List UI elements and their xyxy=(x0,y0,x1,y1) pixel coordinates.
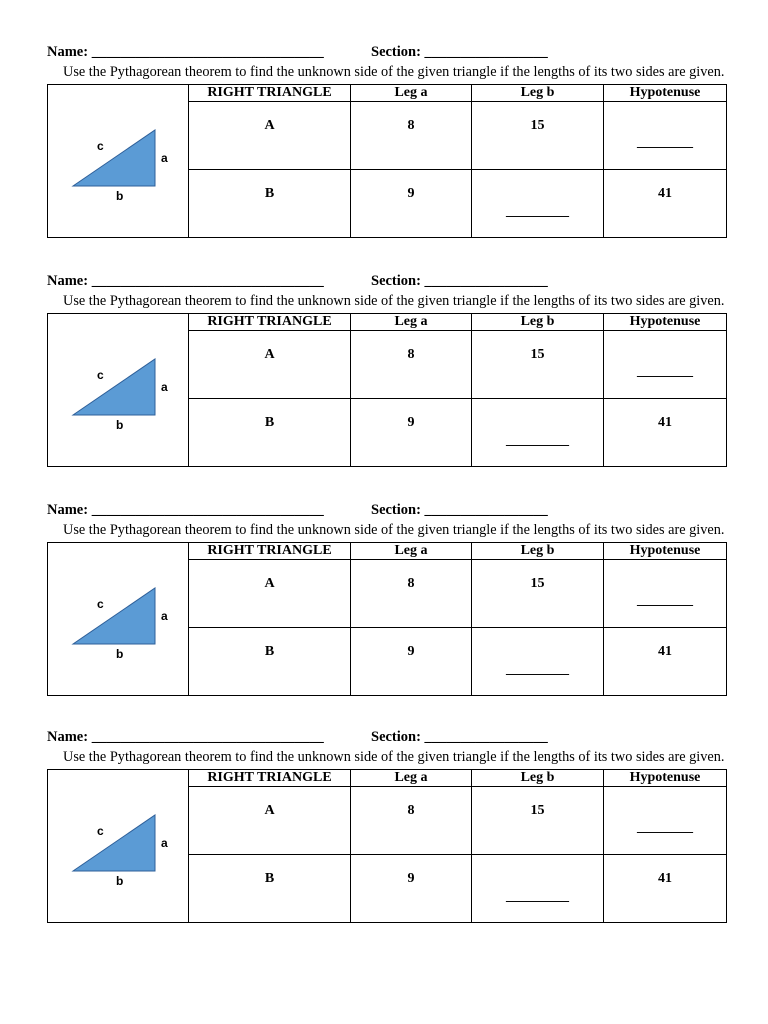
side-b-label: b xyxy=(116,646,124,661)
triangle-table xyxy=(47,313,727,467)
instructions: Use the Pythagorean theorem to find the unknown side of the given triangle if the lengths of its two sides are given. xyxy=(63,64,725,80)
header-right-triangle: RIGHT TRIANGLE xyxy=(189,542,351,559)
hypotenuse-cell: 41 xyxy=(604,169,727,237)
leg-b-answer-blank[interactable]: _________ xyxy=(472,169,604,237)
leg-b-answer-blank[interactable]: _________ xyxy=(472,854,604,922)
table-header-row xyxy=(48,769,727,786)
header-leg-b: Leg b xyxy=(472,769,604,786)
triangle-figure-cell xyxy=(48,313,189,466)
hypotenuse-answer-blank[interactable]: ________ xyxy=(604,559,727,627)
right-triangle-shape xyxy=(73,815,155,871)
side-c-label: c xyxy=(97,138,104,153)
table-header-row xyxy=(48,542,727,559)
leg-a-cell: 8 xyxy=(351,786,472,854)
side-a-label: a xyxy=(161,608,168,623)
triangle-name-cell: B xyxy=(189,169,351,237)
instructions: Use the Pythagorean theorem to find the unknown side of the given triangle if the lengths of its two sides are given. xyxy=(63,749,725,765)
name-section-line xyxy=(47,729,726,746)
leg-a-cell: 8 xyxy=(351,101,472,169)
triangle-name-cell: A xyxy=(189,786,351,854)
side-c-label: c xyxy=(97,367,104,382)
triangle-name-cell: A xyxy=(189,101,351,169)
name-section-line xyxy=(47,502,726,519)
triangle-figure-cell xyxy=(48,84,189,237)
leg-a-cell: 9 xyxy=(351,169,472,237)
section-field[interactable]: Section: _________________ xyxy=(371,502,548,518)
triangle-name-cell: B xyxy=(189,398,351,466)
leg-b-answer-blank[interactable]: _________ xyxy=(472,398,604,466)
side-a-label: a xyxy=(161,379,168,394)
worksheet-block xyxy=(47,502,726,696)
name-field[interactable]: Name: ________________________________ xyxy=(47,273,324,289)
triangle-table xyxy=(47,84,727,238)
leg-a-cell: 8 xyxy=(351,330,472,398)
table-header-row xyxy=(48,84,727,101)
triangle-name-cell: A xyxy=(189,330,351,398)
triangle-figure-cell xyxy=(48,769,189,922)
leg-a-cell: 9 xyxy=(351,398,472,466)
name-field[interactable]: Name: ________________________________ xyxy=(47,44,324,60)
right-triangle-figure xyxy=(66,584,176,664)
right-triangle-shape xyxy=(73,588,155,644)
section-field[interactable]: Section: _________________ xyxy=(371,729,548,745)
side-c-label: c xyxy=(97,596,104,611)
header-leg-b: Leg b xyxy=(472,313,604,330)
header-leg-a: Leg a xyxy=(351,84,472,101)
table-header-row xyxy=(48,313,727,330)
header-hypotenuse: Hypotenuse xyxy=(604,769,727,786)
header-right-triangle: RIGHT TRIANGLE xyxy=(189,313,351,330)
worksheet-block xyxy=(47,44,726,238)
triangle-table xyxy=(47,542,727,696)
side-b-label: b xyxy=(116,417,124,432)
name-section-line xyxy=(47,273,726,290)
right-triangle-figure xyxy=(66,126,176,206)
side-a-label: a xyxy=(161,835,168,850)
triangle-name-cell: B xyxy=(189,627,351,695)
leg-b-answer-blank[interactable]: _________ xyxy=(472,627,604,695)
leg-b-cell: 15 xyxy=(472,786,604,854)
right-triangle-figure xyxy=(66,355,176,435)
side-a-label: a xyxy=(161,150,168,165)
hypotenuse-cell: 41 xyxy=(604,854,727,922)
leg-a-cell: 9 xyxy=(351,627,472,695)
right-triangle-figure xyxy=(66,811,176,891)
instructions: Use the Pythagorean theorem to find the unknown side of the given triangle if the lengths of its two sides are given. xyxy=(63,522,725,538)
header-hypotenuse: Hypotenuse xyxy=(604,84,727,101)
triangle-name-cell: A xyxy=(189,559,351,627)
triangle-name-cell: B xyxy=(189,854,351,922)
leg-a-cell: 9 xyxy=(351,854,472,922)
header-hypotenuse: Hypotenuse xyxy=(604,313,727,330)
worksheet-block xyxy=(47,729,726,923)
header-right-triangle: RIGHT TRIANGLE xyxy=(189,769,351,786)
triangle-table xyxy=(47,769,727,923)
section-field[interactable]: Section: _________________ xyxy=(371,44,548,60)
header-leg-a: Leg a xyxy=(351,769,472,786)
header-leg-a: Leg a xyxy=(351,313,472,330)
header-right-triangle: RIGHT TRIANGLE xyxy=(189,84,351,101)
hypotenuse-answer-blank[interactable]: ________ xyxy=(604,330,727,398)
header-hypotenuse: Hypotenuse xyxy=(604,542,727,559)
right-triangle-shape xyxy=(73,130,155,186)
side-c-label: c xyxy=(97,823,104,838)
hypotenuse-answer-blank[interactable]: ________ xyxy=(604,101,727,169)
leg-b-cell: 15 xyxy=(472,330,604,398)
header-leg-a: Leg a xyxy=(351,542,472,559)
leg-a-cell: 8 xyxy=(351,559,472,627)
right-triangle-shape xyxy=(73,359,155,415)
side-b-label: b xyxy=(116,873,124,888)
name-field[interactable]: Name: ________________________________ xyxy=(47,502,324,518)
instructions: Use the Pythagorean theorem to find the unknown side of the given triangle if the lengths of its two sides are given. xyxy=(63,293,725,309)
leg-b-cell: 15 xyxy=(472,559,604,627)
hypotenuse-cell: 41 xyxy=(604,627,727,695)
name-field[interactable]: Name: ________________________________ xyxy=(47,729,324,745)
worksheet-block xyxy=(47,273,726,467)
hypotenuse-answer-blank[interactable]: ________ xyxy=(604,786,727,854)
header-leg-b: Leg b xyxy=(472,84,604,101)
triangle-figure-cell xyxy=(48,542,189,695)
header-leg-b: Leg b xyxy=(472,542,604,559)
section-field[interactable]: Section: _________________ xyxy=(371,273,548,289)
name-section-line xyxy=(47,44,726,61)
side-b-label: b xyxy=(116,188,124,203)
hypotenuse-cell: 41 xyxy=(604,398,727,466)
leg-b-cell: 15 xyxy=(472,101,604,169)
